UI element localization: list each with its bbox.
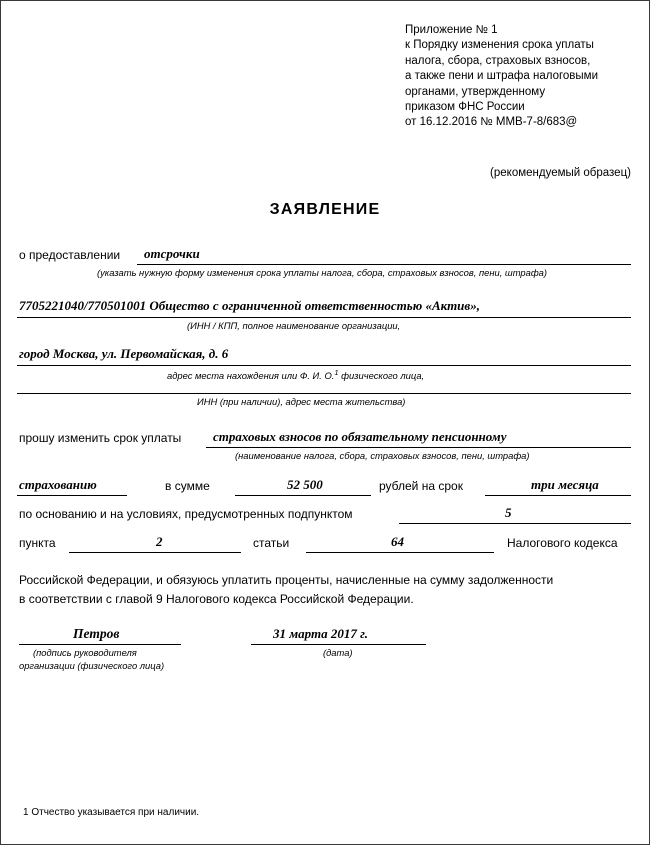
org-address-rule (17, 365, 631, 366)
signature-caption-line-2: организации (физического лица) (19, 660, 165, 671)
sum-label: в сумме (165, 479, 210, 493)
signature-name: Петров (73, 626, 120, 641)
paragraph-rule (69, 552, 241, 553)
article-rule (306, 552, 494, 553)
change-term-label: прошу изменить срок уплаты (19, 431, 182, 445)
signature-date-value: 31 марта 2017 г. (273, 626, 368, 641)
signature-date-caption: (дата) (323, 647, 353, 658)
term-rule (485, 495, 631, 496)
code-tail-label: Налогового кодекса (507, 536, 618, 550)
subparagraph-rule (399, 523, 631, 524)
org-address-caption: адрес места нахождения или Ф. И. О.$^1$ физического лица, (167, 368, 425, 382)
paragraph-label: пункта (19, 536, 56, 550)
page-title: ЗАЯВЛЕНИЕ (269, 201, 381, 218)
header-line-5: органами, утвержденному (405, 85, 546, 98)
header-line-2: к Порядку изменения срока уплаты (405, 39, 594, 52)
tax-name-value: страховых взносов по обязательному пенсионному (213, 429, 507, 444)
request-type-value: отсрочки (144, 246, 200, 261)
request-type-caption: (указать нужную форму изменения срока уплаты налога, сбора, страховых взносов, пени, штрафа) (97, 267, 547, 278)
subparagraph-value: 5 (505, 505, 512, 520)
tax-name-continuation-rule (17, 495, 127, 496)
org-name-caption: (ИНН / КПП, полное наименование организации, (187, 320, 401, 331)
signature-rule (19, 644, 181, 645)
header-line-7: от 16.12.2016 № ММВ-7-8/683@ (405, 116, 578, 129)
request-type-rule (137, 264, 631, 265)
article-label: статьи (253, 536, 290, 550)
term-label: рублей на срок (379, 479, 463, 493)
document-header (405, 23, 635, 131)
term-value: три месяца (531, 477, 599, 492)
org-name-rule (17, 317, 631, 318)
document-body (1, 1, 649, 844)
footnote-text: 1 Отчество указывается при наличии. (23, 807, 200, 818)
footnote-marker: 1 (334, 368, 339, 377)
obligation-paragraph-line-2: в соответствии с главой 9 Налогового кодекса Российской Федерации. (19, 592, 414, 606)
person-inn-caption: ИНН (при наличии), адрес места жительства) (197, 396, 406, 407)
recommended-sample-note: (рекомендуемый образец) (490, 167, 631, 179)
header-line-4: а также пени и штрафа налоговыми (405, 70, 599, 83)
request-type-label: о предоставлении (19, 248, 121, 262)
org-inn-kpp-name-value: 7705221040/770501001 Общество с ограниченной ответственностью «Актив», (19, 298, 480, 313)
tax-name-continuation: страхованию (19, 477, 97, 492)
header-line-6: приказом ФНС России (405, 101, 525, 114)
tax-name-rule (206, 447, 631, 448)
tax-name-caption: (наименование налога, сбора, страховых взносов, пени, штрафа) (235, 450, 530, 461)
basis-label: по основанию и на условиях, предусмотренных подпунктом (19, 507, 353, 521)
org-address-value: город Москва, ул. Первомайская, д. 6 (19, 346, 229, 361)
header-line-3: налога, сбора, страховых взносов, (405, 54, 591, 67)
sum-value: 52 500 (287, 477, 323, 492)
paragraph-value: 2 (156, 534, 163, 549)
obligation-paragraph-line-1: Российской Федерации, и обязуюсь уплатить проценты, начисленные на сумму задолженности (19, 573, 554, 587)
header-line-1: Приложение № 1 (405, 24, 498, 36)
signature-caption-line-1: (подпись руководителя (33, 647, 137, 658)
article-value: 64 (391, 534, 404, 549)
sum-rule (235, 495, 371, 496)
signature-date-rule (251, 644, 426, 645)
person-inn-rule (17, 393, 631, 394)
